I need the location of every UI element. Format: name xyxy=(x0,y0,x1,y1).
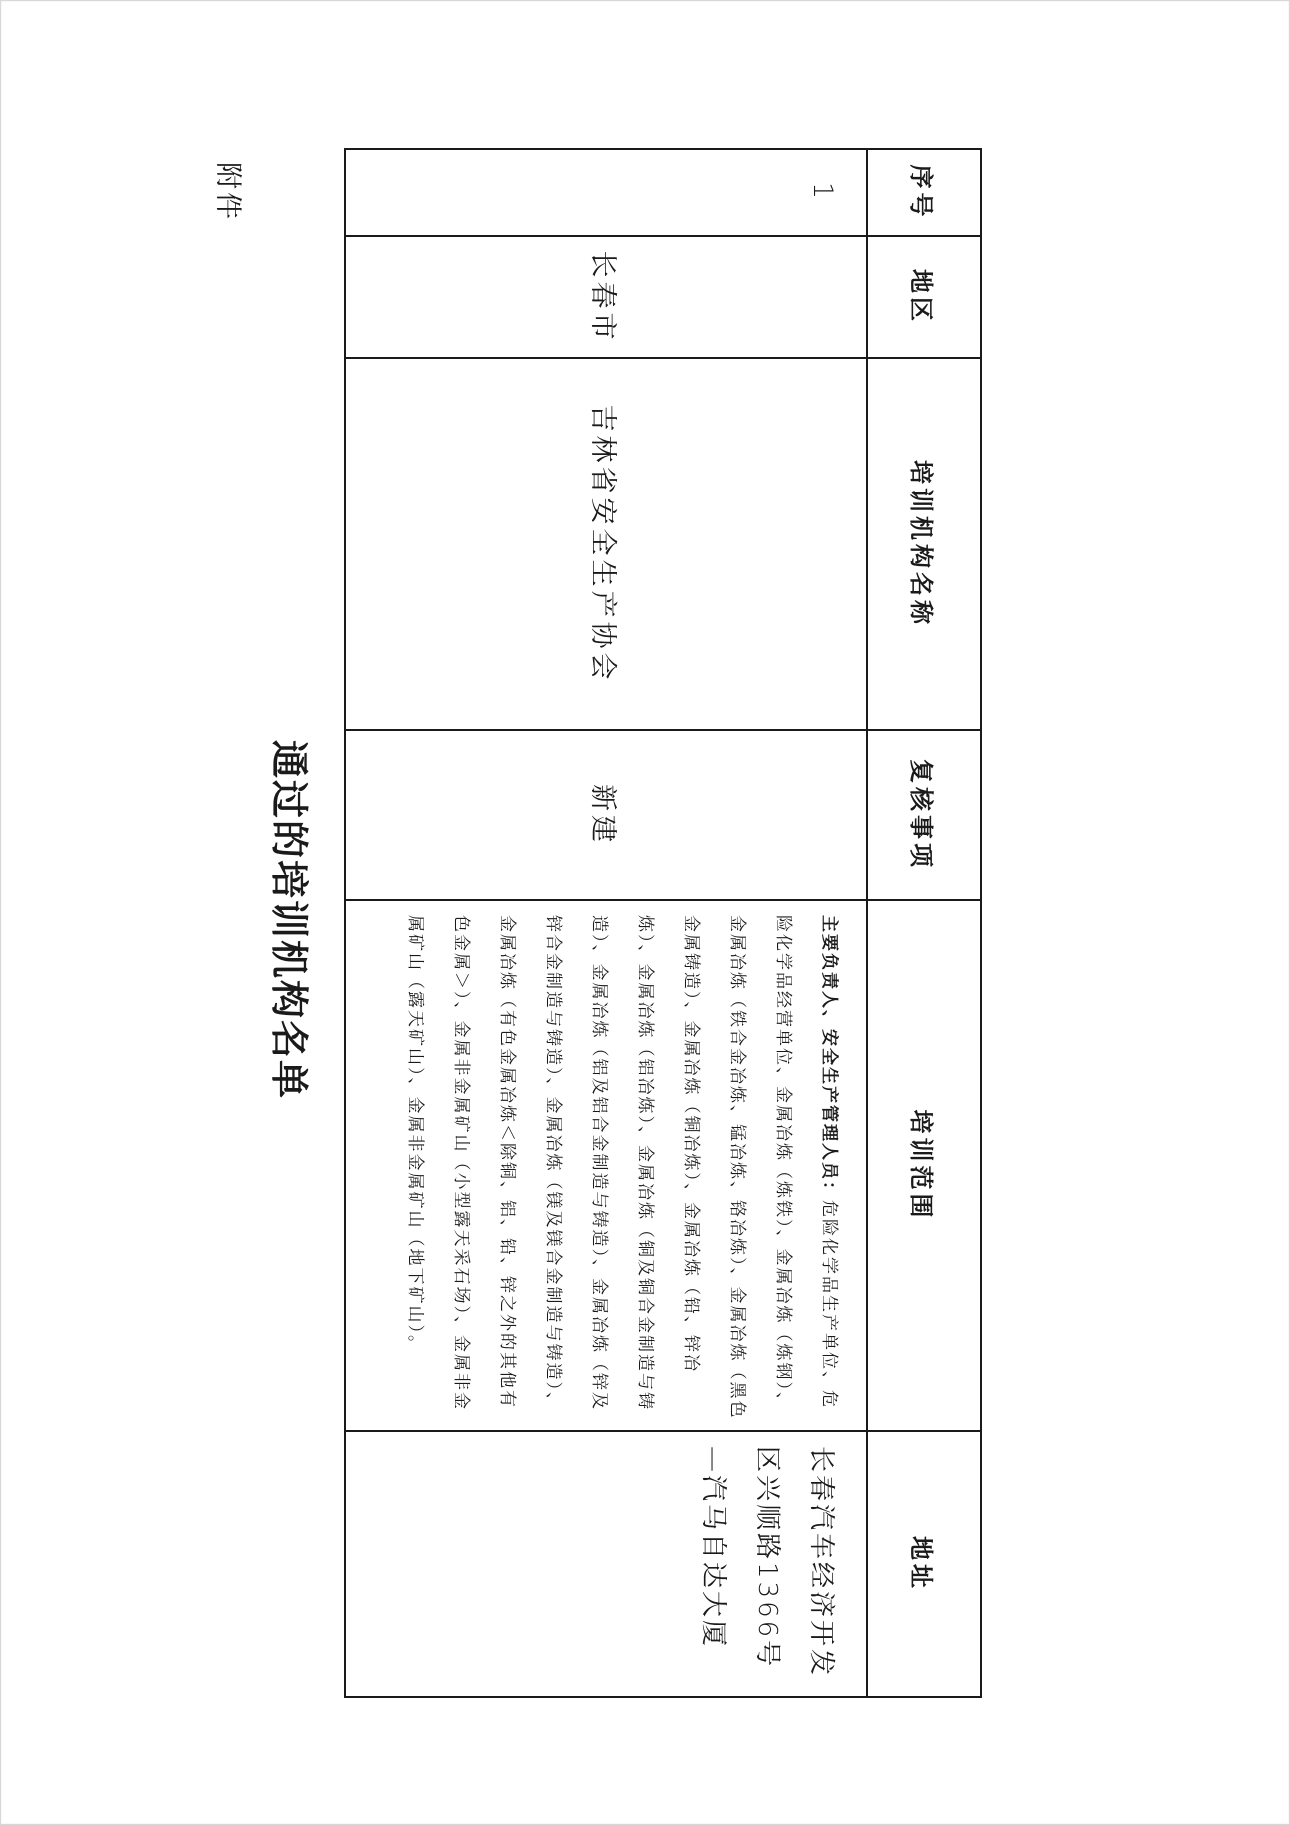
cell-region: 长春市 xyxy=(345,236,867,358)
attachment-label: 附件 xyxy=(212,162,243,222)
scope-body: 危险化学品生产单位、危险化学品经营单位、金属冶炼（炼铁）、金属冶炼（炼钢）、金属冶炼（铁合金冶炼、锰冶炼、铬冶炼）、金属冶炼（黑色金属铸造）、金属冶炼（铜冶炼）、金属冶炼（铅、锌冶炼）、金属冶炼（铝冶炼）、金属冶炼（铜及铜合金制造与铸造）、金属冶炼（铝及铝合金制造与铸造）、金属冶炼（锌及锌合金制造与铸造）、金属冶炼（镁及镁合金制造与铸造）、金属冶炼（有色金属冶炼＜除铜、铝、铅、锌之外的其他有色金属＞）、金属非金属矿山（小型露天采石场）、金属非金属矿山（露天矿山）、金属非金属矿山（地下矿山）。 xyxy=(405,915,839,1420)
header-seq: 序号 xyxy=(867,149,981,236)
cell-seq: 1 xyxy=(345,149,867,236)
header-region: 地区 xyxy=(867,236,981,358)
training-institution-table xyxy=(344,148,982,1698)
scope-heading: 主要负责人、安全生产管理人员： xyxy=(819,915,839,1200)
cell-address: 长春汽车经济开发区兴顺路1366号—汽马自达大厦 xyxy=(345,1431,867,1697)
document-title: 通过的培训机构名单 xyxy=(267,740,312,1101)
cell-scope xyxy=(345,900,867,1431)
header-org-name: 培训机构名称 xyxy=(867,358,981,730)
table-row xyxy=(345,149,867,1697)
table-header-row xyxy=(867,149,981,1697)
header-review-item: 复核事项 xyxy=(867,730,981,900)
header-scope: 培训范围 xyxy=(867,900,981,1431)
cell-org-name: 吉林省安全生产协会 xyxy=(345,358,867,730)
cell-review-item: 新建 xyxy=(345,730,867,900)
header-address: 地址 xyxy=(867,1431,981,1697)
